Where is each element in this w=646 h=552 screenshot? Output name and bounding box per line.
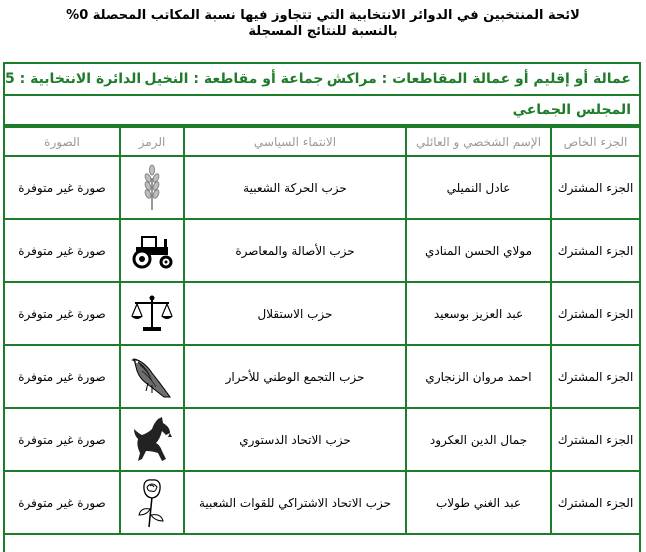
cell-photo: صورة غير متوفرة	[5, 219, 120, 282]
wheat-ear-icon	[141, 164, 163, 212]
column-header-symbol: الرمز	[120, 127, 184, 156]
table-row	[5, 219, 639, 282]
cell-party: حزب الحركة الشعبية	[184, 156, 406, 219]
column-header-party: الانتماء السياسي	[184, 127, 406, 156]
table-row	[5, 471, 639, 534]
rose-icon	[135, 477, 169, 529]
constituency-label: الدائرة الانتخابية : 5	[5, 71, 142, 87]
column-header-part: الجزء الخاص	[551, 127, 639, 156]
cell-part: الجزء المشترك	[551, 345, 639, 408]
cell-party: حزب الاتحاد الاشتراكي للقوات الشعبية	[184, 471, 406, 534]
column-header-photo: الصورة	[5, 127, 120, 156]
results-frame	[3, 62, 641, 552]
cell-part: الجزء المشترك	[551, 156, 639, 219]
candidates-table	[5, 126, 639, 535]
cell-part: الجزء المشترك	[551, 408, 639, 471]
dove-icon	[130, 353, 174, 401]
table-row	[5, 282, 639, 345]
cell-symbol	[120, 471, 184, 534]
cell-name: مولاي الحسن المنادي	[406, 219, 551, 282]
cell-symbol	[120, 345, 184, 408]
cell-name: احمد مروان الزنجاري	[406, 345, 551, 408]
horse-icon	[130, 415, 174, 465]
cell-name: عادل النميلي	[406, 156, 551, 219]
cell-name: جمال الدين العكرود	[406, 408, 551, 471]
scales-icon	[129, 294, 175, 334]
cell-name: عبد الغني طولاب	[406, 471, 551, 534]
cell-photo: صورة غير متوفرة	[5, 408, 120, 471]
page-title	[0, 8, 646, 40]
cell-name: عبد العزيز بوسعيد	[406, 282, 551, 345]
section-title: المجلس الجماعي	[5, 96, 639, 126]
district-info-bar	[5, 64, 639, 96]
cell-symbol	[120, 408, 184, 471]
cell-photo: صورة غير متوفرة	[5, 156, 120, 219]
cell-part: الجزء المشترك	[551, 219, 639, 282]
cell-party: حزب التجمع الوطني للأحرار	[184, 345, 406, 408]
title-line-2: بالنسبة للنتائج المسجلة	[248, 24, 398, 39]
cell-part: الجزء المشترك	[551, 282, 639, 345]
title-line-1: لائحة المنتخبين في الدوائر الانتخابية التي تتجاوز فيها نسبة المكاتب المحصلة 0%	[66, 8, 580, 23]
table-row	[5, 156, 639, 219]
cell-party: حزب الأصالة والمعاصرة	[184, 219, 406, 282]
table-header-row	[5, 127, 639, 156]
column-header-name: الإسم الشخصي و العائلي	[406, 127, 551, 156]
tractor-icon	[128, 233, 176, 269]
cell-photo: صورة غير متوفرة	[5, 471, 120, 534]
cell-party: حزب الاتحاد الدستوري	[184, 408, 406, 471]
cell-photo: صورة غير متوفرة	[5, 345, 120, 408]
cell-symbol	[120, 156, 184, 219]
table-row	[5, 345, 639, 408]
cell-symbol	[120, 282, 184, 345]
prefecture-label: عمالة أو إقليم أو عمالة المقاطعات : مراكش	[326, 71, 631, 87]
cell-photo: صورة غير متوفرة	[5, 282, 120, 345]
cell-symbol	[120, 219, 184, 282]
cell-party: حزب الاستقلال	[184, 282, 406, 345]
cell-part: الجزء المشترك	[551, 471, 639, 534]
table-row	[5, 408, 639, 471]
commune-label: جماعة أو مقاطعة : النخيل	[144, 71, 324, 87]
